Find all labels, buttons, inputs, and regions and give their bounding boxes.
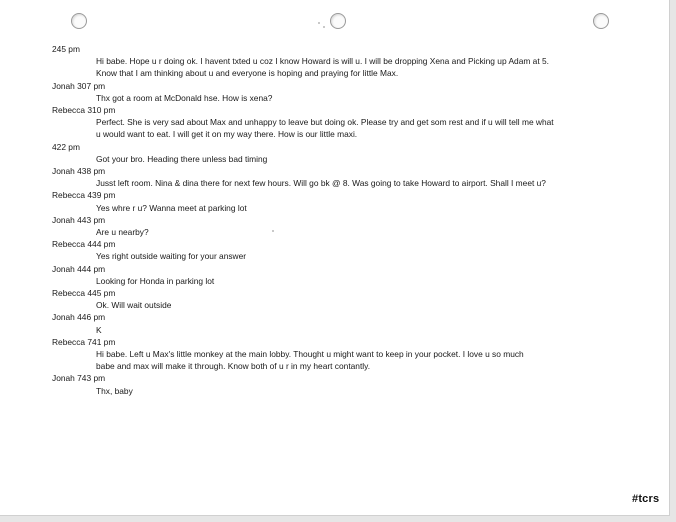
message-line: K	[96, 324, 102, 335]
message	[52, 287, 612, 311]
message-line: Yes right outside waiting for your answer	[96, 251, 247, 262]
message-line: Perfect. She is very sad about Max and unhappy to leave but doing ok. Please try and get som rest and if u will tell me what	[96, 117, 554, 128]
message-line: Know that I am thinking about u and everyone is hoping and praying for little Max.	[96, 68, 399, 79]
message	[52, 189, 612, 213]
message-sender: Jonah 443 pm	[52, 214, 106, 225]
message	[52, 372, 612, 396]
punch-hole	[330, 13, 346, 29]
message-body	[96, 92, 612, 104]
message-line: Hi babe. Left u Max's little monkey at the main lobby. Thought u might want to keep in your pocket. I love u so much	[96, 349, 524, 360]
message-body	[96, 202, 612, 214]
message-line: Are u nearby?	[96, 227, 149, 238]
message-body	[96, 177, 612, 189]
punch-hole	[71, 13, 87, 29]
message-sender: Jonah 438 pm	[52, 166, 106, 177]
message	[52, 165, 612, 189]
message-line: Thx, baby	[96, 385, 133, 396]
message-body	[96, 385, 612, 397]
message-body	[96, 348, 612, 372]
message-sender: Rebecca 310 pm	[52, 105, 116, 116]
message-sender: Jonah 307 pm	[52, 80, 106, 91]
message	[52, 104, 612, 141]
message-body	[96, 55, 612, 79]
message-body	[96, 116, 612, 140]
message	[52, 238, 612, 262]
message-line: Jusst left room. Nina & dina there for next few hours. Will go bk @ 8. Was going to take Howard to airport. Shall I meet u?	[96, 178, 546, 189]
message-sender: Jonah 743 pm	[52, 373, 106, 384]
message-sender: 422 pm	[52, 141, 80, 152]
message-line: u would want to eat. I will get it on my way there. How is our little maxi.	[96, 129, 358, 140]
message-line: Hi babe. Hope u r doing ok. I havent txted u coz I know Howard is will u. I will be dropping Xena and Picking up Adam at 5.	[96, 56, 549, 67]
message-sender: Jonah 446 pm	[52, 312, 106, 323]
message-body	[96, 275, 612, 287]
message-line: Looking for Honda in parking lot	[96, 275, 215, 286]
message-line: Ok. Will wait outside	[96, 300, 172, 311]
message	[52, 263, 612, 287]
message-sender: Rebecca 439 pm	[52, 190, 116, 201]
message-body	[96, 226, 612, 238]
message	[52, 214, 612, 238]
message-line: Got your bro. Heading there unless bad timing	[96, 153, 268, 164]
watermark-tag: #tcrs	[632, 493, 660, 505]
message-sender: Jonah 444 pm	[52, 263, 106, 274]
message-line: babe and max will make it through. Know both of u r in my heart contantly.	[96, 361, 371, 372]
message	[52, 311, 612, 335]
message-sender: 245 pm	[52, 44, 80, 54]
scan-speck	[318, 22, 320, 24]
message-thread	[52, 43, 612, 397]
message	[52, 336, 612, 373]
message	[52, 43, 612, 80]
punch-hole	[593, 13, 609, 29]
message-body	[96, 250, 612, 262]
message-line: Yes whre r u? Wanna meet at parking lot	[96, 202, 247, 213]
message-body	[96, 153, 612, 165]
message-sender: Rebecca 445 pm	[52, 288, 116, 299]
message	[52, 141, 612, 165]
message-body	[96, 324, 612, 336]
message-sender: Rebecca 444 pm	[52, 239, 116, 250]
message-sender: Rebecca 741 pm	[52, 336, 116, 347]
scan-speck	[323, 26, 325, 28]
message-body	[96, 299, 612, 311]
message-line: Thx got a room at McDonald hse. How is xena?	[96, 92, 273, 103]
message	[52, 80, 612, 104]
